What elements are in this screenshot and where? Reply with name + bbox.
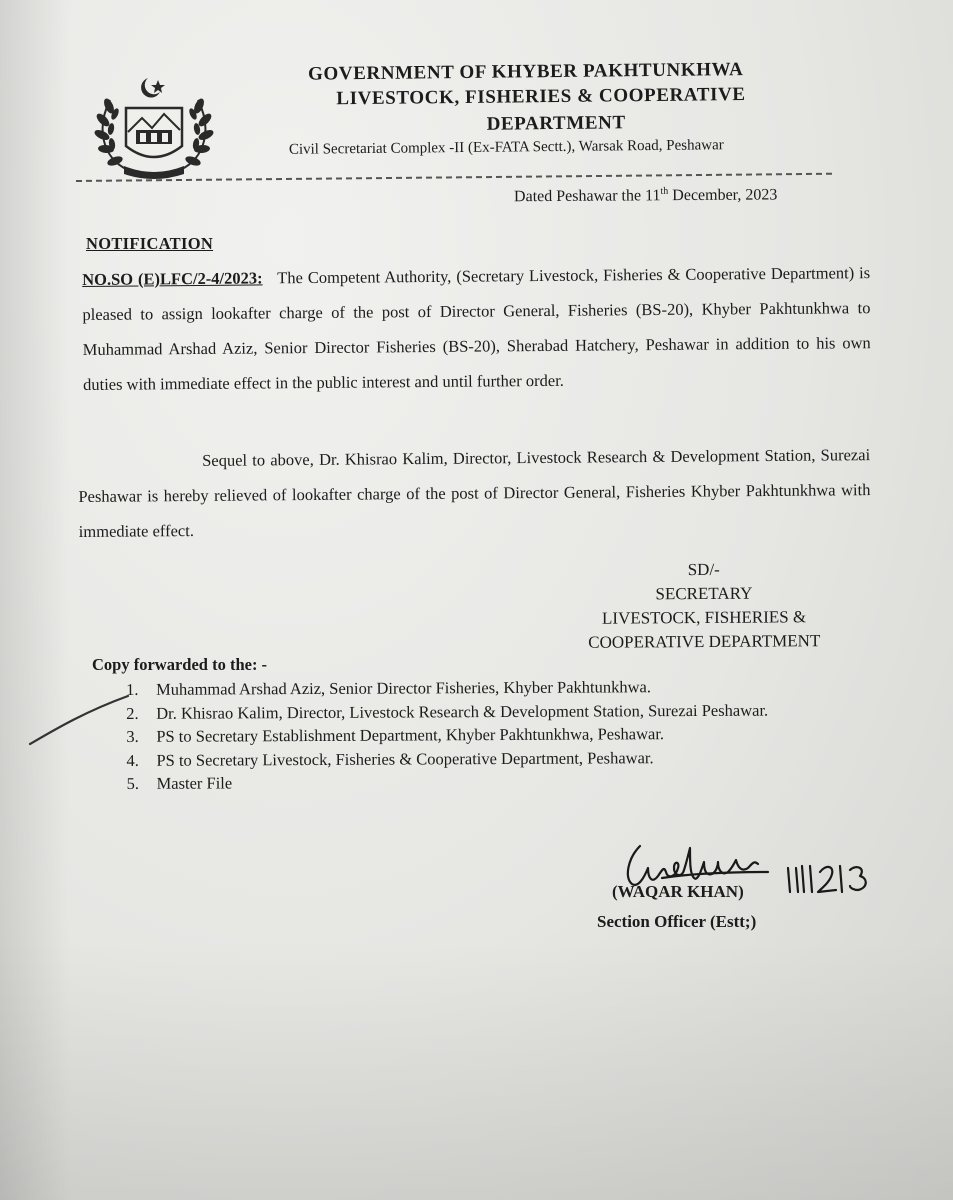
secretary-dept-line1: LIVESTOCK, FISHERIES & <box>601 607 807 628</box>
list-item <box>120 768 860 795</box>
government-emblem-icon <box>88 72 220 184</box>
officer-name: (WAQAR KHAN) <box>612 882 744 901</box>
list-item-text: PS to Secretary Establishment Department, Khyber Pakhtunkhwa, Peshawar. <box>156 724 665 746</box>
secretary-title: SECRETARY <box>655 583 753 604</box>
copy-forwarded-heading: Copy forwarded to the: - <box>92 655 268 674</box>
reference-number: NO.SO (E)LFC/2-4/2023: <box>82 268 263 289</box>
secretary-dept-line2: COOPERATIVE DEPARTMENT <box>588 631 821 652</box>
date-line <box>514 185 777 206</box>
department-title-line1: LIVESTOCK, FISHERIES & COOPERATIVE <box>336 84 746 110</box>
secretary-signature-block <box>544 557 865 655</box>
list-item-text: Master File <box>156 773 233 793</box>
list-item-number: 4. <box>126 750 139 770</box>
department-address: Civil Secretariat Complex -II (Ex-FATA Sectt.), Warsak Road, Peshawar <box>288 137 724 158</box>
list-item-number: 3. <box>126 726 139 746</box>
department-title-line2: DEPARTMENT <box>486 112 626 135</box>
list-item-number: 2. <box>126 703 139 723</box>
pen-tick-mark-icon <box>24 690 134 750</box>
list-item-number: 5. <box>126 773 139 793</box>
copy-forwarded-list <box>120 674 861 795</box>
notification-paragraph-1 <box>82 255 871 402</box>
list-item-text: Muhammad Arshad Aziz, Senior Director Fisheries, Khyber Pakhtunkhwa. <box>156 677 652 699</box>
officer-designation: Section Officer (Estt;) <box>597 912 757 931</box>
government-title: GOVERNMENT OF KHYBER PAKHTUNKHWA <box>307 59 744 85</box>
date-prefix: Dated Peshawar the 11 <box>513 187 661 206</box>
notification-heading: NOTIFICATION <box>86 234 214 253</box>
list-item-number: 1. <box>126 679 139 699</box>
list-item-text: PS to Secretary Livestock, Fisheries & Cooperative Department, Peshawar. <box>156 747 654 770</box>
letterhead <box>270 58 870 158</box>
paragraph-1-text: The Competent Authority, (Secretary Livestock, Fisheries & Cooperative Department) is pleased to assign lookafter charge of the post of Director General, Fisheries (BS-20), Khyber Pakhtunkhwa to Muhammad Arshad Aziz, Senior Director Fisheries (BS-20), Sherabad Hatchery, Peshawar in addition to his own duties with immediate effect in the public interest and until further order. <box>82 263 871 394</box>
list-item-text: Dr. Khisrao Kalim, Director, Livestock Research & Development Station, Surezai Peshawar. <box>156 700 769 723</box>
notification-paragraph-2: Sequel to above, Dr. Khisrao Kalim, Director, Livestock Research & Development Station, Surezai Peshawar is hereby relieved of lookafter charge of the post of Director General, Fisheries Khyber Pakhtunkhwa with immediate effect. <box>78 445 871 541</box>
sd-mark: SD/- <box>687 559 720 580</box>
date-suffix: December, 2023 <box>668 186 778 205</box>
date-suffix-ordinal: th <box>660 185 669 197</box>
